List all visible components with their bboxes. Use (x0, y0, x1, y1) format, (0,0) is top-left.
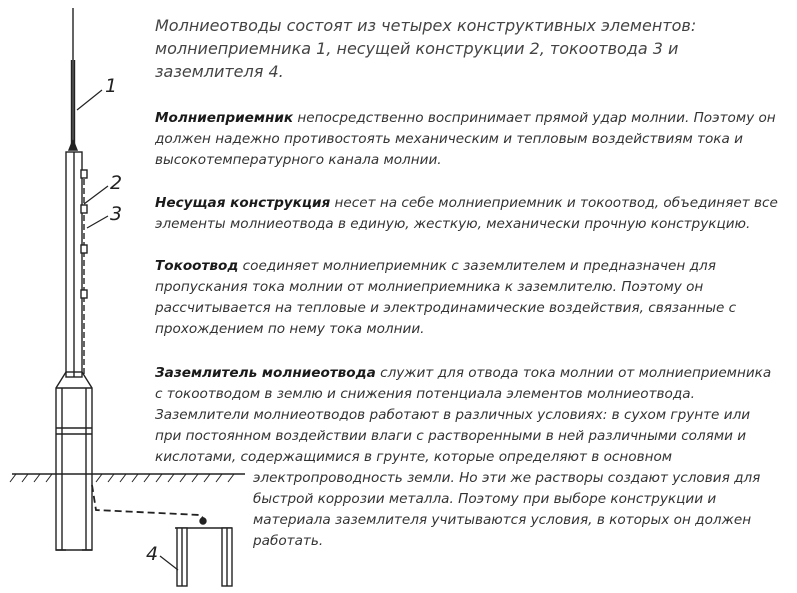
desc-air-terminal: непосредственно воспринимает прямой удар молнии. Поэтому он должен надежно противостоять механическим и тепловым воздействиям тока и высокотемпературного канала молнии. (155, 110, 776, 168)
paragraph-ground-electrode (155, 363, 787, 552)
desc-down-conductor: соединяет молниеприемник с заземлителем и предназначен для пропускания тока молнии от молниеприемника к заземлителю. Поэтому он рассчитывается на тепловые и электродинамические воздействия, связанные с прохождением по нему тока молнии. (155, 258, 737, 337)
desc-line: работать. (253, 533, 324, 549)
desc-line: электропроводность земли. Но эти же растворы создают условия для (253, 470, 761, 486)
desc-line: кислотами, содержащимися в грунте, которые определяют в основном (155, 449, 673, 465)
desc-line: служит для отвода тока молнии от молниеприемника (375, 365, 772, 381)
paragraph-support (155, 193, 787, 235)
label-4: 4 (146, 543, 159, 565)
term-ground-electrode: Заземлитель молниеотвода (155, 365, 376, 381)
desc-line: быстрой коррозии металла. Поэтому при выборе конструкции и (253, 491, 717, 507)
desc-line: при постоянном воздействии влаги с растворенными в ней различными солями и (155, 428, 747, 444)
paragraph-down-conductor (155, 256, 787, 340)
term-support: Несущая конструкция (155, 195, 331, 211)
desc-line: Заземлители молниеотводов работают в различных условиях: в сухом грунте или (155, 407, 751, 423)
desc-line: с токоотводом в землю и снижения потенциала элементов молниеотвода. (155, 386, 695, 402)
term-air-terminal: Молниеприемник (155, 110, 294, 126)
intro-text: Молниеотводы состоят из четырех конструктивных элементов: молниеприемника 1, несущей конструкции 2, токоотвода 3 и заземлителя 4. (155, 16, 697, 81)
term-down-conductor: Токоотвод (155, 258, 239, 274)
label-3: 3 (110, 203, 123, 225)
label-1: 1 (105, 75, 118, 97)
label-2: 2 (110, 172, 123, 194)
desc-line: материала заземлителя учитываются условия, в которых он должен (253, 512, 752, 528)
desc-support: несет на себе молниеприемник и токоотвод, объединяет все элементы молниеотвода в единую, жесткую, механически прочную конструкцию. (155, 195, 778, 232)
paragraph-air-terminal (155, 108, 787, 171)
